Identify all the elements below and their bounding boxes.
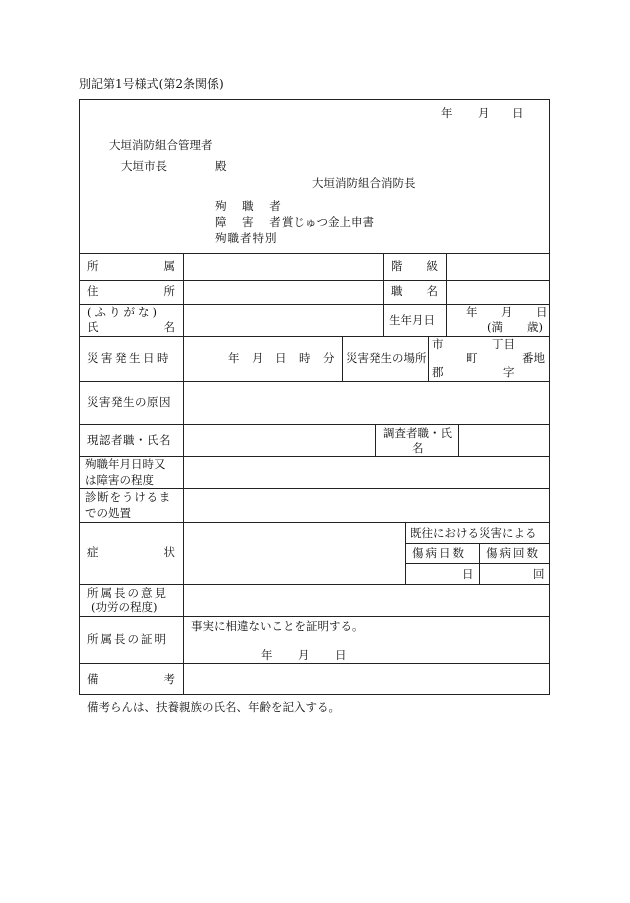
label-furigana: (ふりがな) [87,305,160,319]
label-remarks: 備 考 [87,672,175,686]
footnote: 備考らんは、扶養親族の氏名、年齢を記入する。 [87,700,340,714]
label-treatment-1: 診断をうけるま [85,490,172,504]
rule-past-mid [479,543,480,584]
aza-label: 字 [503,365,515,379]
rule-investigator-right [458,424,459,456]
application-type-1: 殉 職 者 [215,199,287,213]
rule-after-header [79,253,550,254]
cert-day-label: 日 [335,648,347,662]
dt-year-label: 年 [228,351,240,365]
label-remarks-bound [87,674,110,686]
city-label: 市 [432,337,444,351]
form-title: 別記第1号様式(第2条関係) [79,77,224,91]
label-name: 氏 名 [87,320,175,334]
rule-after-death-time [79,488,550,489]
cert-year-label: 年 [261,648,273,662]
label-disaster-datetime: 災害発生日時 [87,351,171,365]
label-chief-opinion-2: (功労の程度) [91,600,158,614]
rule-after-name [79,336,550,337]
honorific: 殿 [215,159,227,173]
rule-place-right [428,336,429,381]
label-rank-bound [391,261,414,273]
rule-after-datetime [79,381,550,382]
addressee-line-1: 大垣消防組合管理者 [109,138,213,152]
label-name-bound [87,322,110,334]
age-close-label: 歳) [527,320,543,334]
label-affiliation: 所 属 [87,259,175,273]
chome-label: 丁目 [492,337,515,351]
cert-statement: 事実に相違ないことを証明する。 [191,619,364,633]
birth-month-label: 月 [501,305,513,319]
birth-day-label: 日 [536,305,548,319]
label-address: 住 所 [87,284,175,298]
label-past-disaster: 既往における災害による [410,526,537,540]
dt-day-label: 日 [275,351,287,365]
dt-month-label: 月 [252,351,264,365]
banchi-label: 番地 [522,351,545,365]
label-position: 職 名 [391,284,438,298]
label-address-bound [87,286,110,298]
rule-after-cert [79,663,550,664]
label-symptoms: 症 状 [87,545,175,559]
application-type-3: 殉職者特別 [215,231,278,245]
rule-after-symptoms [79,584,550,585]
label-birthdate: 生年月日 [389,313,435,327]
rule-investigator-left [375,424,376,456]
rule-after-cause [79,424,550,425]
rule-label-column [183,253,184,695]
label-sick-days: 傷病日数 [412,546,466,560]
label-death-time-1: 殉職年月日時又 [85,457,166,471]
rule-past-left [405,522,406,584]
dt-hour-label: 時 [299,351,311,365]
label-witness: 現認者職・氏名 [87,433,171,447]
addressee-line-2: 大垣市長 [121,159,167,173]
label-investigator-2: 名 [412,441,424,455]
label-position-bound [391,286,414,298]
rule-mid-column-a [383,253,384,336]
rule-mid-column-b [446,253,447,336]
label-chief-opinion-1: 所属長の意見 [87,586,168,600]
label-disaster-cause: 災害発生の原因 [87,395,171,409]
label-rank: 階 級 [391,259,438,273]
rule-past-header [405,543,550,544]
label-death-time-2: は障害の程度 [85,473,154,487]
machi-label: 町 [466,351,478,365]
label-symptoms-bound [87,547,110,559]
rule-after-treatment [79,522,550,523]
age-open-label: (満 [487,320,503,334]
label-chief-cert: 所属長の証明 [87,632,168,646]
unit-day-label: 日 [462,567,474,581]
rule-past-labels [405,563,550,564]
sender: 大垣消防組合消防長 [312,176,416,190]
cert-month-label: 月 [298,648,310,662]
application-type-2: 障 害 者 [215,215,287,229]
unit-times-label: 回 [533,567,545,581]
label-treatment-2: での処置 [85,506,131,520]
dt-minute-label: 分 [323,351,335,365]
rule-after-affiliation [79,280,550,281]
label-sick-count: 傷病回数 [486,546,540,560]
date-year-label: 年 [441,106,453,120]
rule-after-opinion [79,616,550,617]
gun-label: 郡 [432,365,444,379]
date-month-label: 月 [478,106,490,120]
birth-year-label: 年 [466,305,478,319]
application-title: 賞じゅつ金上申書 [282,215,374,229]
label-disaster-place: 災害発生の場所 [346,351,427,365]
label-investigator-1: 調査者職・氏 [383,426,452,440]
date-day-label: 日 [512,106,524,120]
rule-place-left [342,336,343,381]
